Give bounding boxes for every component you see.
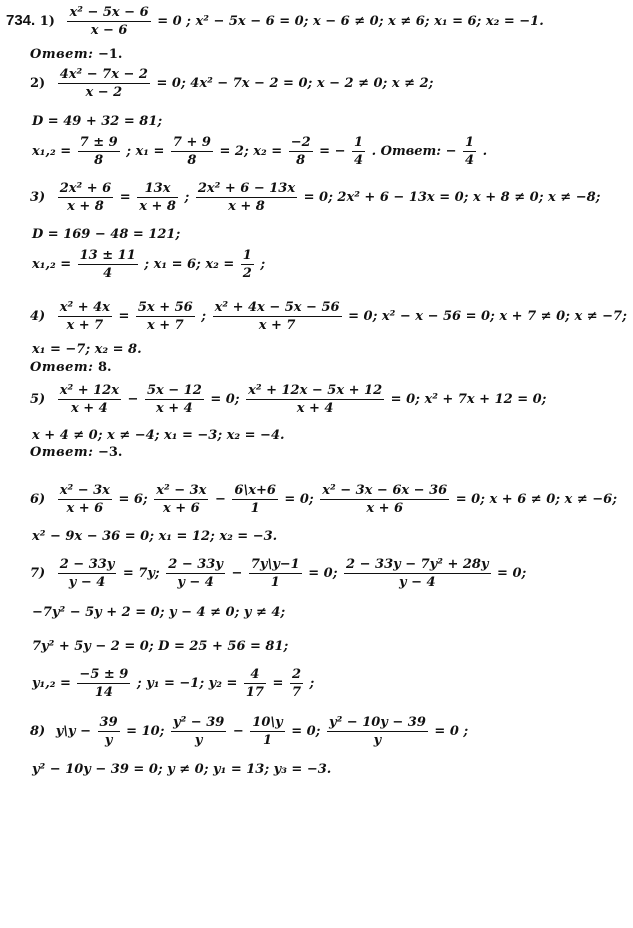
fraction: $\frac{2}{7}$ (291, 667, 301, 700)
fraction: $\frac{\text{x² + 12x}}{x + 4}$ (59, 383, 119, 416)
equation-text: = 0 ; x² − 5x − 6 = 0; x − 6 ≠ 0; x ≠ 6; x₁ = 6; x₂ = −1. (157, 14, 544, 29)
fraction: $\frac{5x + 56}{x + 7}$ (137, 300, 193, 333)
fraction: $\frac{6\backslash x+6}{1}$ (234, 483, 276, 516)
equation-text: . (482, 144, 488, 159)
label-p5: 5) (30, 392, 46, 407)
roots-lead: x₁,₂ = (32, 144, 72, 159)
line-p5 (30, 384, 546, 415)
equation-text: = 0; (210, 392, 240, 407)
equation-text: − (231, 566, 243, 581)
fraction: $\frac{4}{17}$ (245, 667, 264, 700)
fraction: $\frac{2 - 33y}{y - 4}$ (59, 557, 115, 590)
equation-text: = 2; x₂ = (219, 144, 283, 159)
label-p1: 1) (39, 14, 55, 29)
line3-p7: 7y² + 5y − 2 = 0; D = 25 + 56 = 81; (32, 639, 289, 654)
equation-text: = 0; (284, 492, 314, 507)
equation-text: = 7y; (122, 566, 160, 581)
answer-p4 (30, 361, 112, 374)
equation-text: ; (260, 257, 266, 272)
line-p6 (30, 484, 617, 515)
roots-lead: x₁,₂ = (32, 257, 72, 272)
disc-p3: D = 169 − 48 = 121; (32, 227, 181, 242)
fraction: $\frac{39}{y}$ (99, 715, 118, 748)
answer-word: Ответ: (30, 360, 94, 375)
fraction: $\frac{\text{2x² + 6 − 13x}}{x + 8}$ (197, 181, 296, 214)
line-p2 (30, 68, 433, 99)
fraction: $\frac{\text{2 − 33y − 7y² + 28y}}{y - 4}$ (346, 557, 489, 590)
fraction: $\frac{13x}{x + 8}$ (139, 181, 176, 214)
fraction: $\frac{\text{x² + 4x}}{x + 7}$ (59, 300, 110, 333)
label-p7: 7) (30, 566, 46, 581)
equation-text: = 0; (308, 566, 338, 581)
equation-text: ; (201, 309, 207, 324)
equation-text: ; (309, 676, 315, 691)
label-p4: 4) (30, 309, 46, 324)
equation-text: − (127, 392, 139, 407)
roots-p2 (32, 136, 487, 167)
line2-p6: x² − 9x − 36 = 0; x₁ = 12; x₂ = −3. (32, 529, 278, 544)
fraction: $\frac{2 - 33y}{y - 4}$ (168, 557, 223, 590)
equation-text: y\y − (55, 724, 92, 739)
equation-text: = − (319, 144, 346, 159)
fraction: $\frac{1}{4}$ (465, 135, 475, 168)
fraction: $\frac{\text{2x² + 6}}{x + 8}$ (59, 181, 112, 214)
line-p4 (30, 301, 627, 332)
answer-word: Ответ: (30, 445, 94, 460)
label-p3: 3) (30, 190, 46, 205)
fraction: $\frac{7 + 9}{8}$ (172, 135, 211, 168)
equation-text: ; x₁ = 6; x₂ = (144, 257, 235, 272)
line2-p8: y² − 10y − 39 = 0; y ≠ 0; y₁ = 13; y₃ = −3. (32, 762, 332, 777)
roots-p3 (32, 249, 265, 280)
equation-text: = 0; x² − x − 56 = 0; x + 7 ≠ 0; x ≠ −7; (348, 309, 627, 324)
equation-text: = 0; 2x² + 6 − 13x = 0; x + 8 ≠ 0; x ≠ −8; (303, 190, 601, 205)
equation-text: = 10; (126, 724, 165, 739)
fraction: $\frac{13 \pm 11}{4}$ (79, 248, 136, 281)
answer-p1 (30, 48, 122, 61)
equation-text: − (232, 724, 244, 739)
fraction: $\frac{\text{y² − 39}}{y}$ (173, 715, 225, 748)
fraction: $\frac{\text{4x² − 7x − 2}}{x - 2}$ (59, 67, 148, 100)
equation-text: = 0; 4x² − 7x − 2 = 0; x − 2 ≠ 0; x ≠ 2; (156, 76, 434, 91)
line2-p5: x + 4 ≠ 0; x ≠ −4; x₁ = −3; x₂ = −4. (32, 428, 285, 443)
line-p1 (6, 6, 544, 37)
equation-text: = 0 ; (434, 724, 469, 739)
answer-value: −1. (97, 47, 123, 62)
fraction: $\frac{-2}{8}$ (290, 135, 311, 168)
equation-text: = 6; (118, 492, 148, 507)
problem-number: 734. (6, 12, 36, 29)
fraction: $\frac{\text{y² − 10y − 39}}{y}$ (329, 715, 426, 748)
label-p2: 2) (30, 76, 46, 91)
answer-word: Ответ: (30, 47, 94, 62)
answer-text: . Ответ: − (371, 144, 457, 159)
roots-p4: x₁ = −7; x₂ = 8. (32, 342, 142, 357)
fraction: $\frac{\text{x² + 12x − 5x + 12}}{x + 4}$ (248, 383, 383, 416)
answer-value: −3. (97, 445, 123, 460)
roots-lead: y₁,₂ = (32, 676, 71, 691)
fraction: $\frac{\text{x² − 5x − 6}}{x - 6}$ (69, 5, 149, 38)
fraction: $\frac{10\backslash y}{1}$ (252, 715, 283, 748)
equation-text: = 0; (291, 724, 321, 739)
equation-text: ; (184, 190, 190, 205)
equation-text: = (272, 676, 284, 691)
label-p8: 8) (30, 724, 46, 739)
equation-text: = (119, 190, 131, 205)
line2-p7: −7y² − 5y + 2 = 0; y − 4 ≠ 0; y ≠ 4; (32, 605, 286, 620)
equation-text: = 0; x² + 7x + 12 = 0; (390, 392, 547, 407)
roots-p7 (32, 668, 314, 699)
fraction: $\frac{7 \pm 9}{8}$ (79, 135, 118, 168)
fraction: $\frac{\text{x² − 3x}}{x + 6}$ (59, 483, 110, 516)
fraction: $\frac{\text{x² − 3x}}{x + 6}$ (156, 483, 207, 516)
disc-p2: D = 49 + 32 = 81; (32, 114, 163, 129)
equation-text: ; x₁ = (126, 144, 165, 159)
equation-text: = 0; (497, 566, 527, 581)
fraction: $\frac{\text{x² + 4x − 5x − 56}}{x + 7}$ (214, 300, 340, 333)
line-p3 (30, 182, 600, 213)
fraction: $\frac{5x - 12}{x + 4}$ (146, 383, 202, 416)
equation-text: − (214, 492, 226, 507)
line-p8 (30, 716, 468, 747)
label-p6: 6) (30, 492, 46, 507)
fraction: $\frac{7y\backslash y-1}{1}$ (250, 557, 300, 590)
fraction: $\frac{1}{4}$ (354, 135, 364, 168)
line-p7 (30, 558, 526, 589)
equation-text: = 0; x + 6 ≠ 0; x ≠ −6; (455, 492, 617, 507)
equation-text: ; y₁ = −1; y₂ = (136, 676, 238, 691)
fraction: $\frac{-5 \pm 9}{14}$ (79, 667, 129, 700)
fraction: $\frac{\text{x² − 3x − 6x − 36}}{x + 6}$ (322, 483, 448, 516)
equation-text: = (118, 309, 130, 324)
answer-value: 8. (97, 360, 112, 375)
fraction: $\frac{1}{2}$ (242, 248, 252, 281)
answer-p5 (30, 446, 122, 459)
